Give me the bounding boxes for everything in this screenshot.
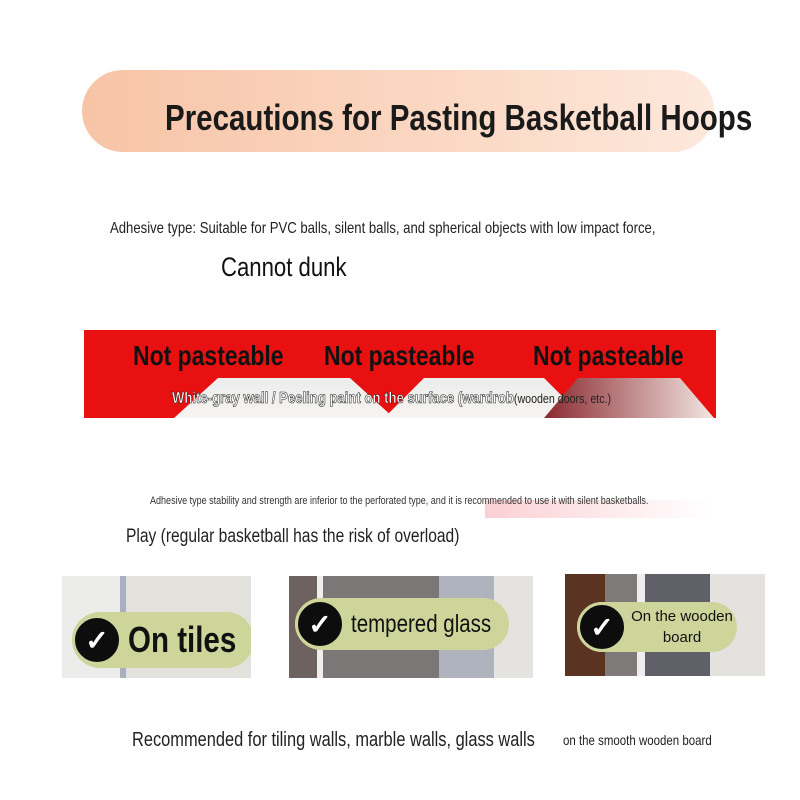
stability-note xyxy=(150,495,758,507)
wood-photo xyxy=(565,574,765,676)
stability-text: Adhesive type stability and strength are inferior to the perforated type, and it is recommended to use it with silent basketballs. xyxy=(150,495,649,507)
glass-photo xyxy=(289,576,533,678)
play-text: Play (regular basketball has the risk of overload) xyxy=(126,526,460,547)
ok-pill xyxy=(577,602,737,652)
check-icon: ✓ xyxy=(295,599,345,649)
recommend-small xyxy=(563,732,744,748)
play-note xyxy=(126,526,533,548)
label-text: Not pasteable xyxy=(533,340,684,371)
not-pasteable-label xyxy=(324,340,508,372)
cannot-dunk-text: Cannot dunk xyxy=(221,252,347,282)
ok-label: On the wooden board xyxy=(631,608,733,646)
check-icon: ✓ xyxy=(72,615,122,665)
surfaces-small: (wooden doors, etc.) xyxy=(513,391,612,406)
label-text: Not pasteable xyxy=(324,340,475,371)
surfaces-caption xyxy=(172,390,707,408)
ok-pill xyxy=(295,598,509,650)
title-text: Precautions for Pasting Basketball Hoops xyxy=(165,97,753,138)
ok-label: tempered glass xyxy=(351,609,492,638)
label-text: Not pasteable xyxy=(133,340,284,371)
adhesive-note xyxy=(110,220,775,238)
surfaces-main: White-gray wall / Peeling paint on the surface (wardrob xyxy=(172,390,514,407)
tiles-photo xyxy=(62,576,251,678)
recommend-note xyxy=(132,729,623,752)
cannot-dunk xyxy=(221,252,374,283)
ok-pill xyxy=(72,612,251,668)
ok-label: On tiles xyxy=(128,619,237,660)
adhesive-note-text: Adhesive type: Suitable for PVC balls, silent balls, and spherical objects with low impact force, xyxy=(110,220,656,237)
not-pasteable-label xyxy=(133,340,317,372)
recommend-small-text: on the smooth wooden board xyxy=(563,732,712,748)
check-icon: ✓ xyxy=(577,602,627,652)
not-pasteable-label xyxy=(533,340,717,372)
recommend-text: Recommended for tiling walls, marble walls, glass walls xyxy=(132,729,535,751)
page-title xyxy=(165,97,800,139)
